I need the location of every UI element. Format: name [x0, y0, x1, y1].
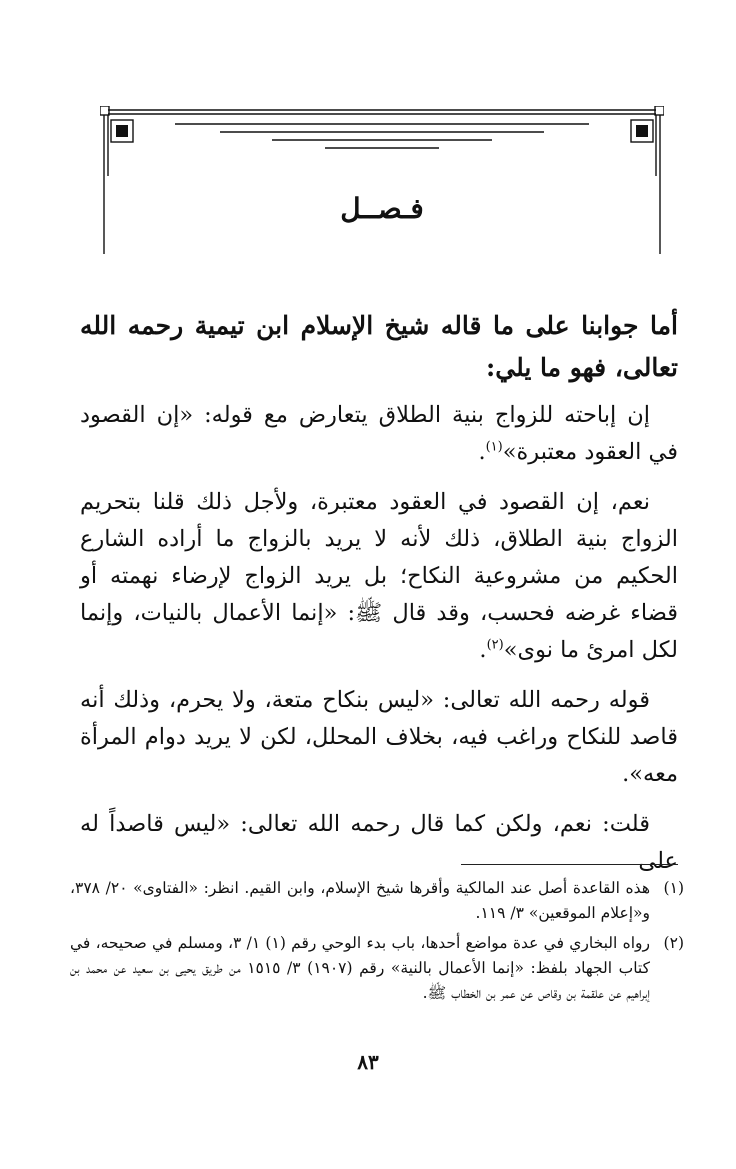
footnote-text: هذه القاعدة أصل عند المالكية وأقرها شيخ الإسلام، وابن القيم. انظر: «الفتاوى» ٢٠/ ٣٧٨، و«إعلام الموقعين» ٣/ ١١٩. [70, 879, 650, 922]
page-number: ٨٣ [357, 1050, 379, 1074]
paragraph-tail: . [479, 637, 487, 663]
paragraph-2 [80, 484, 678, 669]
paragraph-text: قلت: نعم، ولكن كما قال رحمه الله تعالى: «ليس قاصداً له على [80, 811, 678, 874]
chapter-heading: فـصــل [340, 192, 424, 225]
footnote [70, 931, 684, 1006]
footnote-number: (١) [663, 879, 684, 897]
footnote-divider [461, 864, 678, 865]
paragraph-text: قوله رحمه الله تعالى: «ليس بنكاح متعة، ولا يحرم، وذلك أنه قاصد للنكاح وراغب فيه، بخلاف المحلل، لكن لا يريد دوام المرأة معه». [80, 687, 678, 787]
footnote-number: (٢) [663, 934, 684, 952]
footnote-text: رواه البخاري في عدة مواضع أحدها، باب بدء الوحي رقم (١) ١/ ٣، ومسلم في صحيحه، في كتاب الجهاد بلفظ: «إنما الأعمال بالنية» رقم (١٩٠٧) ٣/ ١٥١٥ من طريق يحيى بن سعيد عن محمد بن إبراهيم عن علقمة بن وقاص عن عمر بن الخطاب ﷺ. [70, 934, 650, 1002]
main-text [80, 305, 678, 893]
ornament-svg [100, 106, 664, 258]
chapter-ornament-frame [100, 106, 664, 258]
paragraph-text: إن إباحته للزواج بنية الطلاق يتعارض مع قوله: «إن القصود في العقود معتبرة» [80, 402, 678, 465]
footnotes [70, 876, 684, 1011]
footnote-ref: (٢) [486, 637, 504, 653]
intro-paragraph: أما جوابنا على ما قاله شيخ الإسلام ابن تيمية رحمه الله تعالى، فهو ما يلي: [80, 311, 678, 382]
paragraph-1 [80, 397, 678, 471]
footnote [70, 876, 684, 926]
paragraph-tail: . [478, 439, 486, 465]
paragraph-text: نعم، إن القصود في العقود معتبرة، ولأجل ذلك قلنا بتحريم الزواج بنية الطلاق، ذلك لأنه لا يريد بالزواج ما أراده الشارع الحكيم من مشروعية النكاح؛ بل يريد الزواج لإرضاء نهمته أو قضاء غرضه فحسب، وقد قال ﷺ: «إنما الأعمال بالنيات، وإنما لكل امرئ ما نوى» [80, 489, 678, 663]
paragraph-3 [80, 682, 678, 793]
paragraph-4 [80, 806, 678, 880]
footnote-ref: (١) [485, 439, 503, 455]
